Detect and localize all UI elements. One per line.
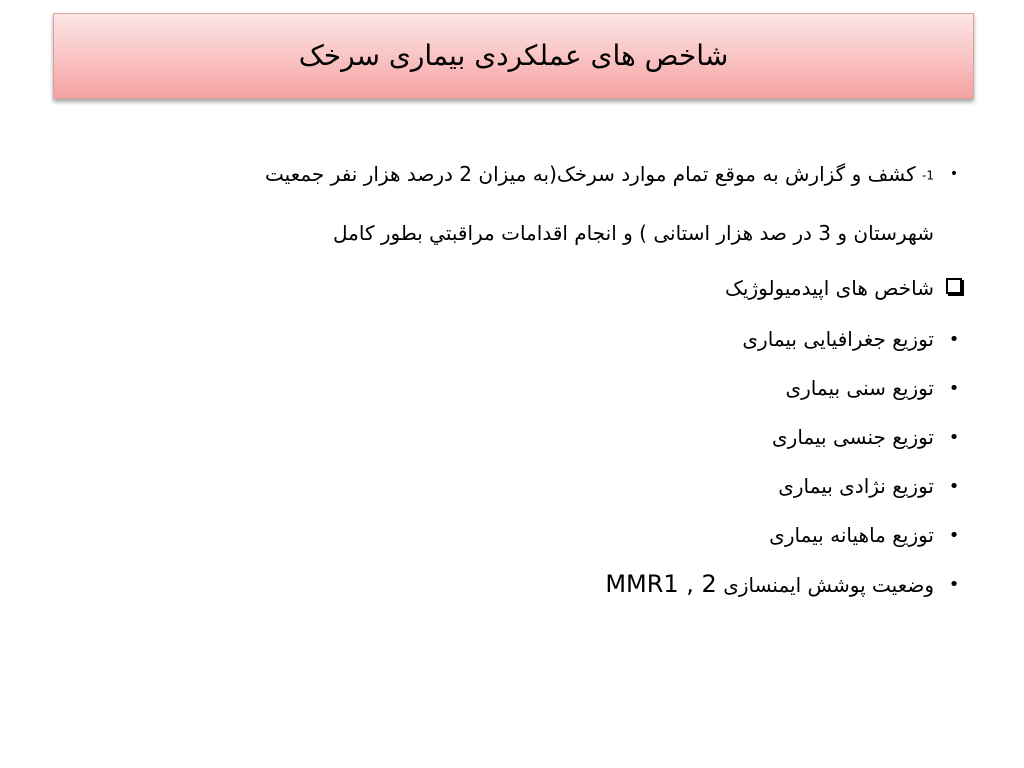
mmr-label: MMR1 , 2 — [605, 570, 717, 598]
bullet-icon: • — [948, 377, 960, 399]
intro-line-1: کشف و گزارش به موقع تمام موارد سرخک(به میزان 2 درصد هزار نفر جمعیت — [265, 162, 916, 186]
list-item-label: توزیع ماهیانه بیماری — [769, 523, 934, 547]
list-item — [140, 425, 974, 449]
slide-title: شاخص های عملکردی بیماری سرخک — [298, 39, 729, 72]
bullet-icon: • — [948, 475, 960, 497]
list-item-label: توزیع جنسی بیماری — [772, 425, 934, 449]
bullet-icon: • — [948, 328, 960, 350]
list-item — [140, 570, 974, 598]
bullet-icon: • — [948, 426, 960, 448]
list-item-label: توزیع نژادی بیماری — [778, 474, 934, 498]
bullet-icon: • — [948, 573, 960, 595]
list-item — [140, 376, 974, 400]
intro-number: 1- — [922, 168, 934, 183]
list-item-label: وضعیت پوشش ایمنسازی — [723, 573, 934, 597]
list-item — [140, 474, 974, 498]
intro-item-continuation — [140, 221, 974, 245]
intro-line-2: شهرستان و 3 در صد هزار استانی ) و انجام اقدامات مراقبتي بطور کامل — [333, 221, 934, 245]
intro-item — [140, 162, 974, 186]
epidemiological-heading — [140, 276, 974, 300]
list-item-label: توزیع سنی بیماری — [785, 376, 934, 400]
list-item — [140, 327, 974, 351]
slide-title-box — [53, 13, 974, 99]
list-item-label: توزیع جغرافیایی بیماری — [742, 327, 934, 351]
bullet-icon: • — [948, 524, 960, 546]
list-item — [140, 523, 974, 547]
heading-label: شاخص های اپیدمیولوژیک — [724, 276, 934, 300]
bullet-icon: • — [949, 166, 959, 182]
checkbox-bullet-icon — [946, 278, 962, 294]
